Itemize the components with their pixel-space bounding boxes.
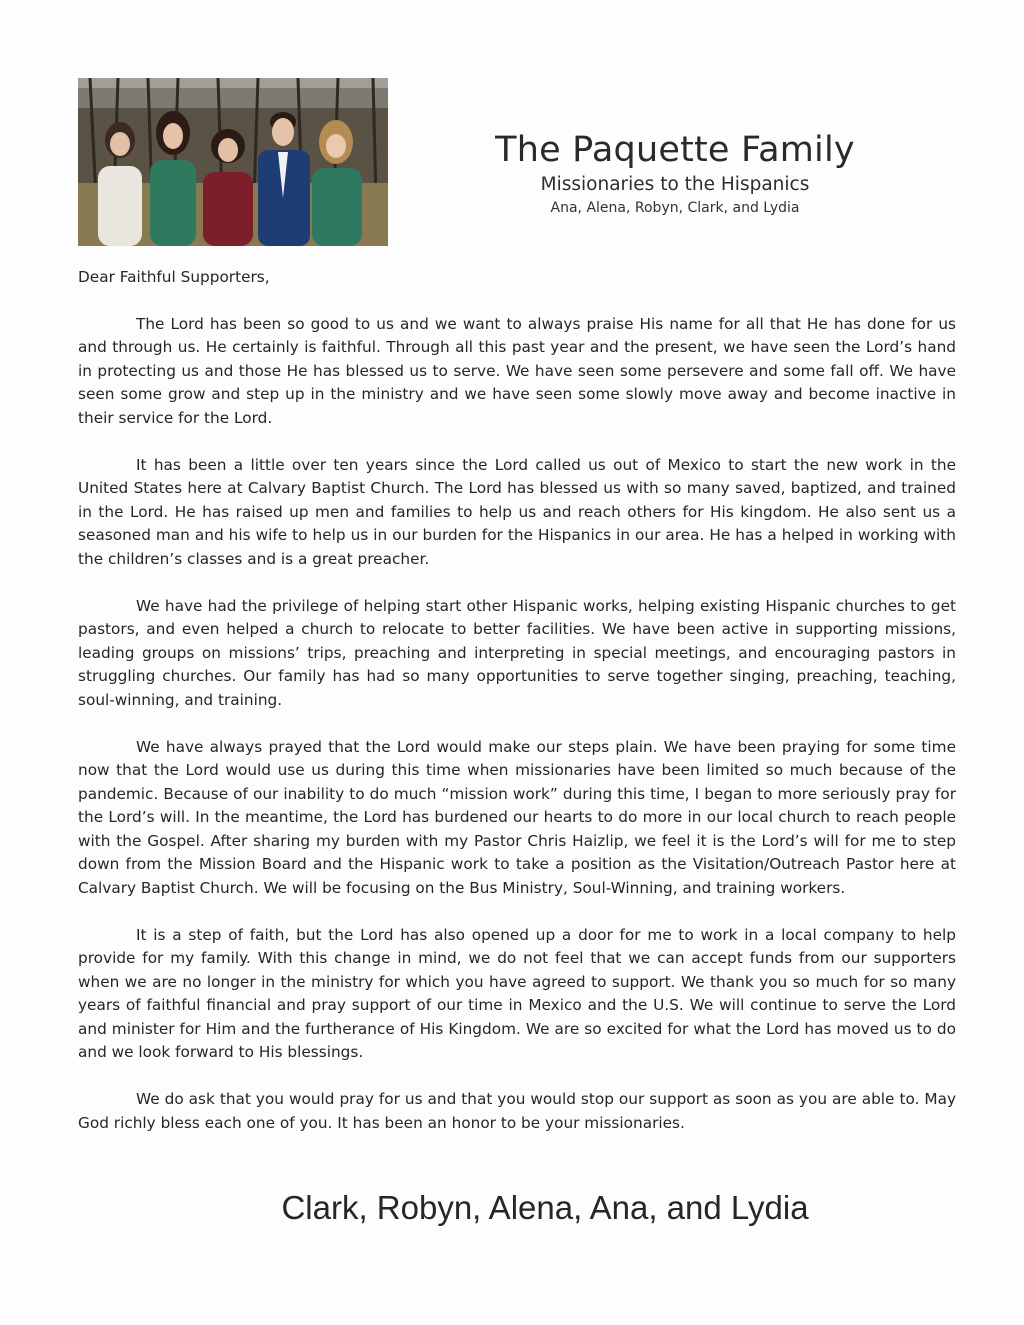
paragraph-4: We have always prayed that the Lord would make our steps plain. We have been praying for some time now that the Lord would use us during this time when missionaries have been limited so much because of the pandemic. Because of our inability to do much “mission work” during this time, I began to more seriously pray for the Lord’s will. In the meantime, the Lord has burdened our hearts to do more in our local church to reach people with the Gospel. After sharing my burden with my Pastor Chris Haizlip, we feel it is the Lord’s will for me to step down from the Mission Board and the Hispanic work to take a position as the Visitation/Outreach Pastor here at Calvary Baptist Church. We will be focusing on the Bus Ministry, Soul-Winning, and training workers. <box>78 737 956 897</box>
family-subtitle: Missionaries to the Hispanics <box>540 174 810 195</box>
family-title: The Paquette Family <box>495 130 855 170</box>
paragraph-5: It is a step of faith, but the Lord has also opened up a door for me to work in a local company to help provide for my family. With this change in mind, we do not feel that we can accept funds from our supporters when we are no longer in the ministry for which you have agreed to support. We thank you so much for so many years of faithful financial and pray support of our time in Mexico and the U.S. We will continue to serve the Lord and minister for Him and the furtherance of His Kingdom. We are so excited for what the Lord has moved us to do and we look forward to His blessings. <box>78 925 956 1061</box>
paragraph-3: We have had the privilege of helping start other Hispanic works, helping existing Hispanic churches to get pastors, and even helped a church to relocate to better facilities. We have been active in supporting missions, leading groups on missions’ trips, preaching and interpreting in special meetings, and encouraging pastors in struggling churches. Our family has had so many opportunities to serve together singing, preaching, teaching, soul-winning, and training. <box>78 596 956 709</box>
family-names: Ana, Alena, Robyn, Clark, and Lydia <box>550 200 800 216</box>
paragraph-1: The Lord has been so good to us and we want to always praise His name for all that He has done for us and through us. He certainly is faithful. Through all this past year and the present, we have seen the Lord’s hand in protecting us and those He has blessed us to serve. We have seen some persevere and some fall off. We have seen some grow and step up in the ministry and we have seen some slowly move away and become inactive in their service for the Lord. <box>78 314 956 427</box>
letter-header <box>400 128 950 218</box>
salutation: Dear Faithful Supporters, <box>78 268 270 286</box>
paragraph-2: It has been a little over ten years since the Lord called us out of Mexico to start the new work in the United States here at Calvary Baptist Church. The Lord has blessed us with so many saved, baptized, and trained in the Lord. He has raised up men and families to help us and reach others for His kingdom. He also sent us a seasoned man and his wife to help us in our burden for the Hispanics in our area. He has a helped in working with the children’s classes and is a great preacher. <box>78 455 956 568</box>
family-photo <box>78 78 388 246</box>
paragraph-6: We do ask that you would pray for us and that you would stop our support as soon as you are able to. May God richly bless each one of you. It has been an honor to be your missionaries. <box>78 1090 956 1132</box>
signature: Clark, Robyn, Alena, Ana, and Lydia <box>281 1189 809 1226</box>
letter-body <box>78 266 956 1159</box>
family-photo-icon <box>78 78 388 246</box>
